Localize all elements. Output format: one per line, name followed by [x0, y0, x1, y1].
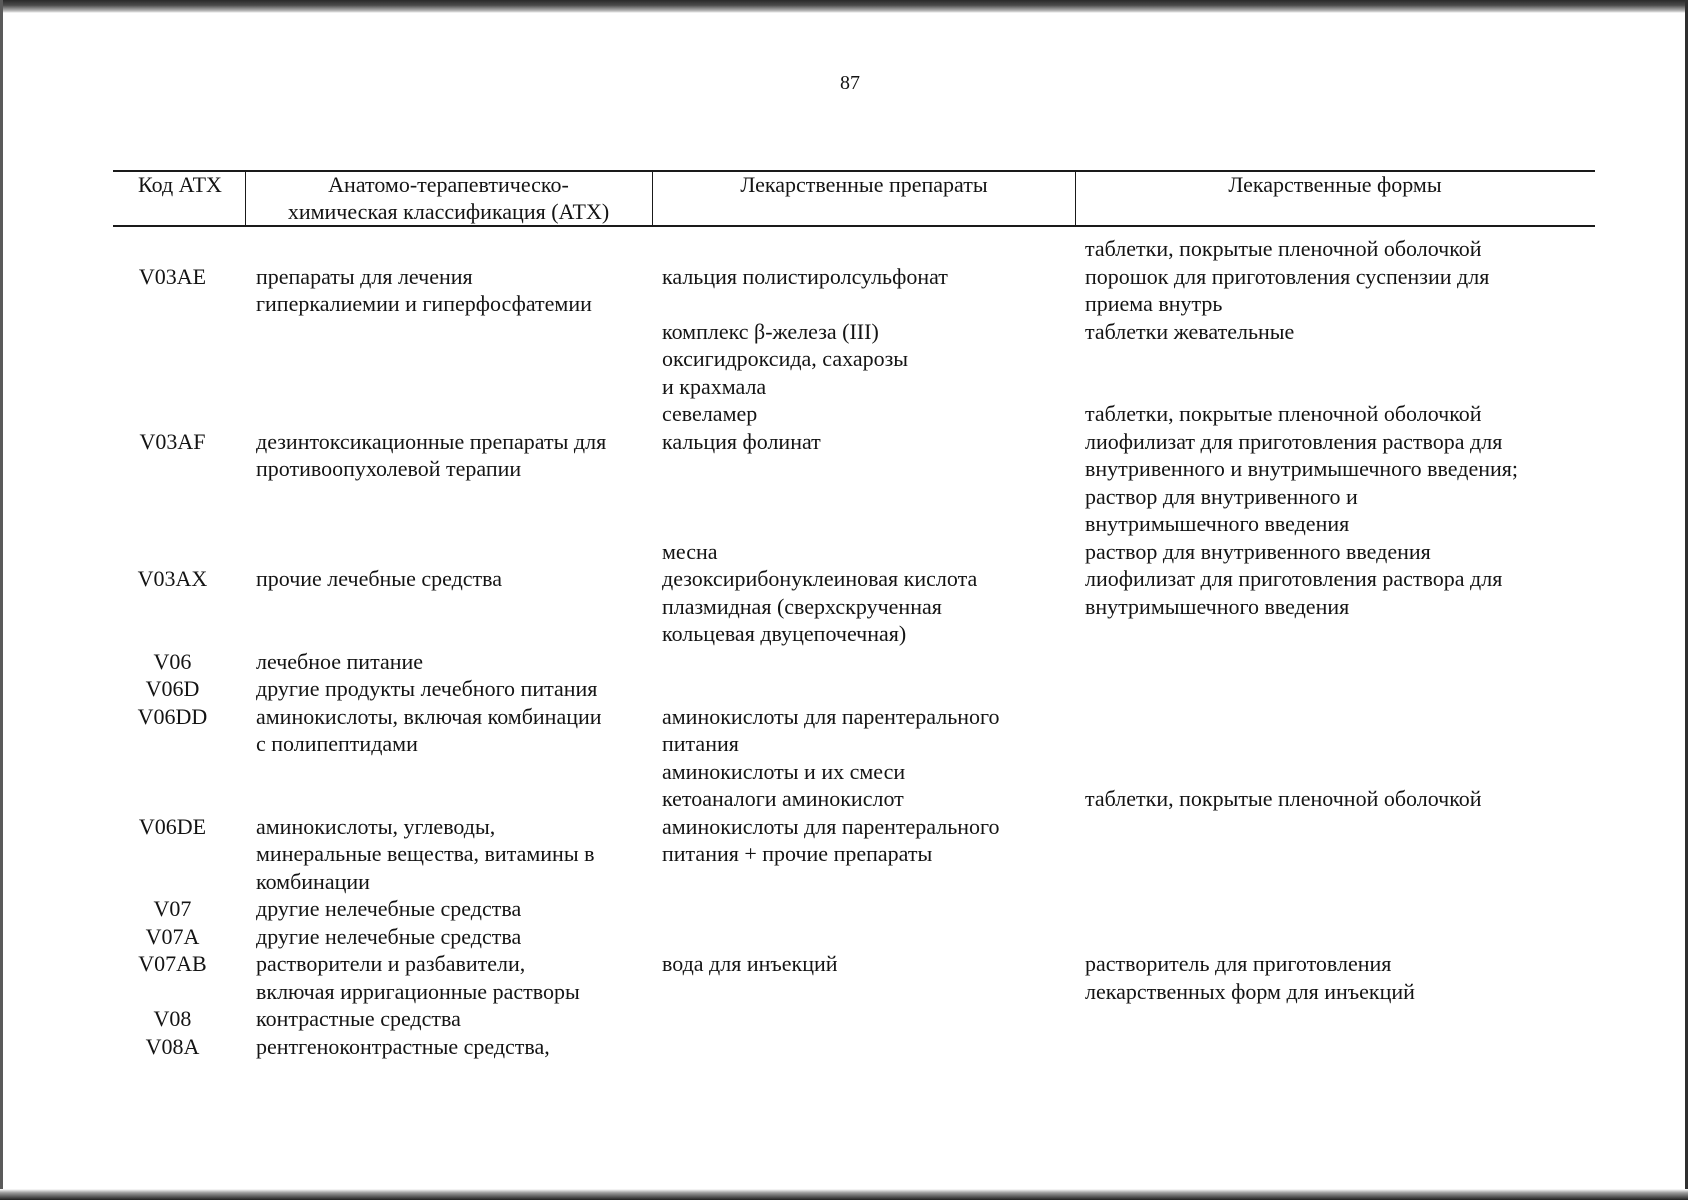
row-code	[115, 895, 230, 923]
table-row	[115, 565, 1595, 648]
row-code	[115, 675, 230, 703]
row-code	[115, 703, 230, 731]
row-dosage-form-line: внутримышечного введения	[1085, 593, 1350, 619]
row-dosage-form	[1085, 235, 1595, 263]
row-dosage-form-line: приема внутрь	[1085, 291, 1223, 316]
header-classification-line-1: Анатомо-терапевтическо-	[328, 172, 569, 197]
row-drug-line: и крахмала	[662, 373, 767, 399]
scan-bottom-edge	[0, 1189, 1688, 1200]
row-code-line: V07A	[145, 923, 200, 949]
row-classification-line: минеральные вещества, витамины в	[256, 841, 595, 866]
row-drug	[662, 813, 1082, 868]
scan-left-edge	[0, 0, 3, 1200]
row-classification	[256, 648, 651, 676]
row-classification	[256, 895, 651, 923]
row-dosage-form-line: таблетки, покрытые пленочной оболочкой	[1085, 236, 1482, 261]
row-classification-line: с полипептидами	[256, 731, 418, 756]
row-code	[115, 1005, 230, 1033]
table-row	[115, 1005, 1595, 1033]
header-classification	[246, 171, 651, 225]
row-classification	[256, 263, 651, 318]
row-dosage-form-line: внутримышечного введения	[1085, 511, 1350, 536]
row-drug-line: кальция фолинат	[662, 428, 821, 454]
row-code-line: V07AB	[138, 951, 207, 976]
row-drug	[662, 538, 1082, 566]
row-drug	[662, 263, 1082, 291]
row-classification-line: включая ирригационные растворы	[256, 978, 580, 1004]
table-body	[115, 235, 1595, 1060]
row-classification	[256, 923, 651, 951]
table-row	[115, 675, 1595, 703]
table-row	[115, 263, 1595, 318]
row-drug-line: аминокислоты и их смеси	[662, 758, 906, 784]
row-dosage-form-line: растворитель для приготовления	[1085, 951, 1392, 976]
row-drug-line: питания	[662, 731, 739, 756]
row-dosage-form	[1085, 400, 1595, 428]
row-classification-line: другие нелечебные средства	[256, 896, 522, 921]
table-row	[115, 400, 1595, 428]
row-dosage-form	[1085, 538, 1595, 566]
row-code-line: V03AE	[138, 263, 207, 289]
row-classification	[256, 428, 651, 483]
row-code-line: V06DE	[138, 813, 207, 839]
row-classification-line: лечебное питание	[256, 648, 424, 674]
row-code-line: V08A	[145, 1033, 200, 1059]
row-classification	[256, 950, 651, 1005]
row-dosage-form-line: лиофилизат для приготовления раствора для	[1085, 428, 1503, 454]
row-dosage-form-line: лекарственных форм для инъекций	[1085, 978, 1415, 1004]
row-code	[115, 1033, 230, 1061]
row-drug-line: комплекс β-железа (III)	[662, 318, 879, 344]
table-row	[115, 1033, 1595, 1061]
row-drug-line: оксигидроксида, сахарозы	[662, 346, 909, 371]
row-classification-line: дезинтоксикационные препараты для	[256, 428, 607, 454]
row-dosage-form-line: раствор для внутривенного и	[1085, 483, 1358, 509]
row-dosage-form-line: порошок для приготовления суспензии для	[1085, 263, 1490, 289]
row-code-line: V03AF	[139, 428, 206, 454]
row-code-line: V08	[153, 1006, 192, 1031]
table-row	[115, 428, 1595, 538]
row-classification-line: комбинации	[256, 868, 370, 894]
row-drug-line: севеламер	[662, 401, 758, 426]
row-drug-line: вода для инъекций	[662, 951, 838, 976]
row-code-line: V06DD	[137, 703, 208, 729]
row-drug-line: питания + прочие препараты	[662, 841, 933, 866]
row-classification-line: рентгеноконтрастные средства,	[256, 1033, 550, 1059]
header-classification-line-2: химическая классификация (АТХ)	[287, 199, 610, 224]
table-row	[115, 813, 1595, 896]
row-code-line: V06	[153, 648, 192, 674]
row-drug-line: кетоаналоги аминокислот	[662, 786, 904, 811]
row-dosage-form	[1085, 428, 1595, 538]
row-dosage-form	[1085, 263, 1595, 318]
table-row	[115, 235, 1595, 263]
row-drug-line: кальция полистиролсульфонат	[662, 263, 948, 289]
row-dosage-form-line: таблетки, покрытые пленочной оболочкой	[1085, 401, 1482, 426]
row-dosage-form-line: внутривенного и внутримышечного введения;	[1085, 456, 1518, 481]
row-classification-line: контрастные средства	[256, 1006, 461, 1031]
row-code	[115, 648, 230, 676]
header-code: Код АТХ	[138, 172, 222, 197]
row-code-line: V03AX	[137, 566, 208, 591]
table-row	[115, 950, 1595, 1005]
header-drugs: Лекарственные препараты	[740, 172, 988, 197]
row-classification-line: растворители и разбавители,	[256, 951, 526, 976]
row-drug	[662, 565, 1082, 648]
row-dosage-form-line: лиофилизат для приготовления раствора для	[1085, 566, 1503, 591]
row-drug	[662, 785, 1082, 813]
row-dosage-form	[1085, 318, 1595, 346]
row-drug	[662, 758, 1082, 786]
row-classification-line: прочие лечебные средства	[256, 566, 503, 591]
row-classification-line: гиперкалиемии и гиперфосфатемии	[256, 291, 592, 316]
row-classification	[256, 813, 651, 896]
row-drug-line: кольцевая двуцепочечная)	[662, 621, 907, 646]
row-classification-line: противоопухолевой терапии	[256, 456, 522, 481]
row-drug-line: аминокислоты для парентерального	[662, 703, 1000, 729]
table-row	[115, 318, 1595, 401]
row-drug	[662, 428, 1082, 456]
row-code	[115, 565, 230, 593]
row-code	[115, 263, 230, 291]
row-dosage-form-line: таблетки жевательные	[1085, 318, 1295, 344]
row-dosage-form-line: таблетки, покрытые пленочной оболочкой	[1085, 786, 1482, 811]
row-dosage-form	[1085, 950, 1595, 1005]
scan-top-edge	[0, 0, 1688, 13]
table-row	[115, 538, 1595, 566]
row-dosage-form	[1085, 785, 1595, 813]
table-row	[115, 758, 1595, 786]
row-classification	[256, 675, 651, 703]
row-code-line: V07	[153, 896, 192, 921]
row-drug	[662, 703, 1082, 758]
row-classification-line: другие продукты лечебного питания	[256, 676, 598, 701]
row-code	[115, 428, 230, 456]
row-drug	[662, 400, 1082, 428]
table-row	[115, 895, 1595, 923]
row-classification-line: препараты для лечения	[256, 263, 473, 289]
row-classification-line: аминокислоты, включая комбинации	[256, 703, 602, 729]
table-row	[115, 648, 1595, 676]
row-drug-line: аминокислоты для парентерального	[662, 813, 1000, 839]
row-drug	[662, 318, 1082, 401]
row-classification	[256, 565, 651, 593]
row-drug-line: дезоксирибонуклеиновая кислота	[662, 566, 978, 591]
row-classification-line: другие нелечебные средства	[256, 923, 522, 949]
row-code-line: V06D	[145, 676, 200, 701]
row-dosage-form-line: раствор для внутривенного введения	[1085, 538, 1431, 564]
row-classification	[256, 703, 651, 758]
row-classification	[256, 1033, 651, 1061]
page-number: 87	[840, 72, 860, 94]
row-code	[115, 813, 230, 841]
row-drug	[662, 950, 1082, 978]
row-drug-line: месна	[662, 538, 718, 564]
row-code	[115, 950, 230, 978]
table-row	[115, 785, 1595, 813]
header-forms: Лекарственные формы	[1228, 172, 1442, 197]
row-classification-line: аминокислоты, углеводы,	[256, 813, 496, 839]
header-bottom-rule	[113, 225, 1595, 227]
table-row	[115, 703, 1595, 758]
row-classification	[256, 1005, 651, 1033]
table-row	[115, 923, 1595, 951]
row-drug-line: плазмидная (сверхскрученная	[662, 593, 942, 619]
row-dosage-form	[1085, 565, 1595, 620]
row-code	[115, 923, 230, 951]
